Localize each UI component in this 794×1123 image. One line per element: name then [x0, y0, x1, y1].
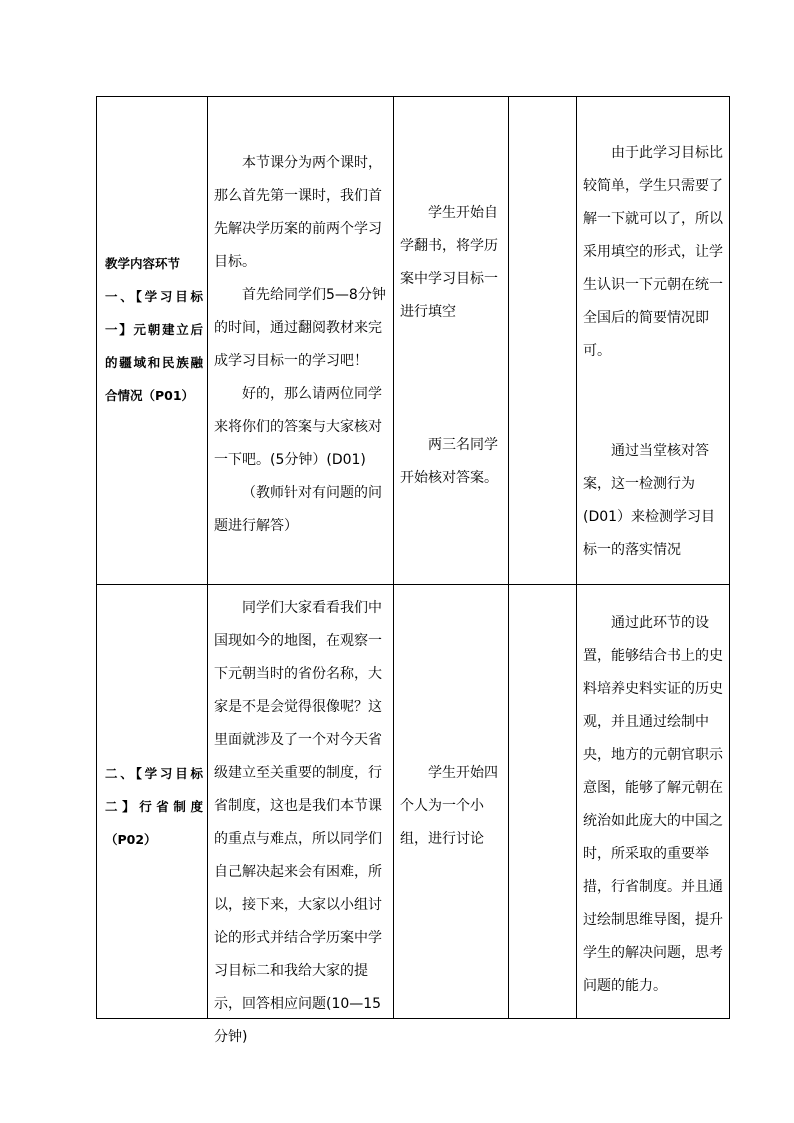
teacher-paragraph: 同学们大家看看我们中国现如今的地图，在观察一下元朝当时的省份名称，大家是不是会觉得很像呢？这里面就涉及了一个对今天省级建立至关重要的制度，行省制度，这也是我们本节课的重点与难点，所以同学们自己解决起来会有困难，所以，接下来，大家以小组讨论的形式并结合学历案中学习目标二和我给大家的提示，回答相应问题(10—15分钟): [214, 600, 382, 1045]
design-intent-paragraph: 由于此学习目标比较简单，学生只需要了解一下就可以了，所以采用填空的形式，让学生认识一下元朝在统一全国后的简要情况即可。: [583, 145, 723, 359]
teacher-paragraph: （教师针对有问题的问题进行解答）: [214, 485, 382, 534]
row2-topic-cell: [105, 757, 203, 856]
topic-title: 二、【学习目标二】行省制度（P02）: [105, 766, 203, 847]
teacher-paragraph: 首先给同学们5—8分钟的时间，通过翻阅教材来完成学习目标一的学习吧！: [214, 287, 386, 369]
row2-intent-cell: [583, 607, 723, 1003]
student-activity-2: 两三名同学开始核对答案。: [400, 437, 498, 486]
column-divider: [576, 97, 577, 1018]
design-intent-paragraph: 通过此环节的设置，能够结合书上的史料培养史料实证的历史观，并且通过绘制中央，地方的元朝官职示意图，能够了解元朝在统治如此庞大的中国之时，所采取的重要举措，行省制度。并且通过绘制思维导图，提升学生的解决问题，思考问题的能力。: [583, 615, 723, 994]
row1-student-activity-2: [400, 429, 502, 495]
row2-teacher-cell: [214, 592, 386, 1054]
row1-intent-2: [583, 435, 723, 567]
row1-teacher-cell: [214, 147, 386, 543]
row2-student-activity: [400, 757, 502, 856]
column-divider: [207, 97, 208, 1018]
topic-heading: 教学内容环节: [105, 256, 181, 271]
design-intent-paragraph: 通过当堂核对答案，这一检测行为(D01）来检测学习目标一的落实情况: [583, 443, 716, 558]
student-activity: 学生开始四个人为一个小组，进行讨论: [400, 765, 498, 847]
row1-intent-1: [583, 137, 723, 368]
row-divider: [97, 584, 729, 585]
teacher-paragraph: 好的，那么请两位同学来将你们的答案与大家核对一下吧。(5分钟）(D01): [214, 386, 382, 468]
lesson-plan-table: [96, 96, 730, 1045]
topic-title: 一、【学习目标一】元朝建立后的疆域和民族融合情况（P01）: [105, 289, 203, 403]
row1-topic-cell: [105, 247, 203, 412]
column-divider: [508, 97, 509, 1018]
student-activity-1: 学生开始自学翻书，将学历案中学习目标一进行填空: [400, 205, 498, 320]
column-divider: [393, 97, 394, 1018]
row1-student-activity: [400, 197, 502, 329]
teacher-paragraph: 本节课分为两个课时，那么首先第一课时，我们首先解决学历案的前两个学习目标。: [214, 155, 382, 270]
